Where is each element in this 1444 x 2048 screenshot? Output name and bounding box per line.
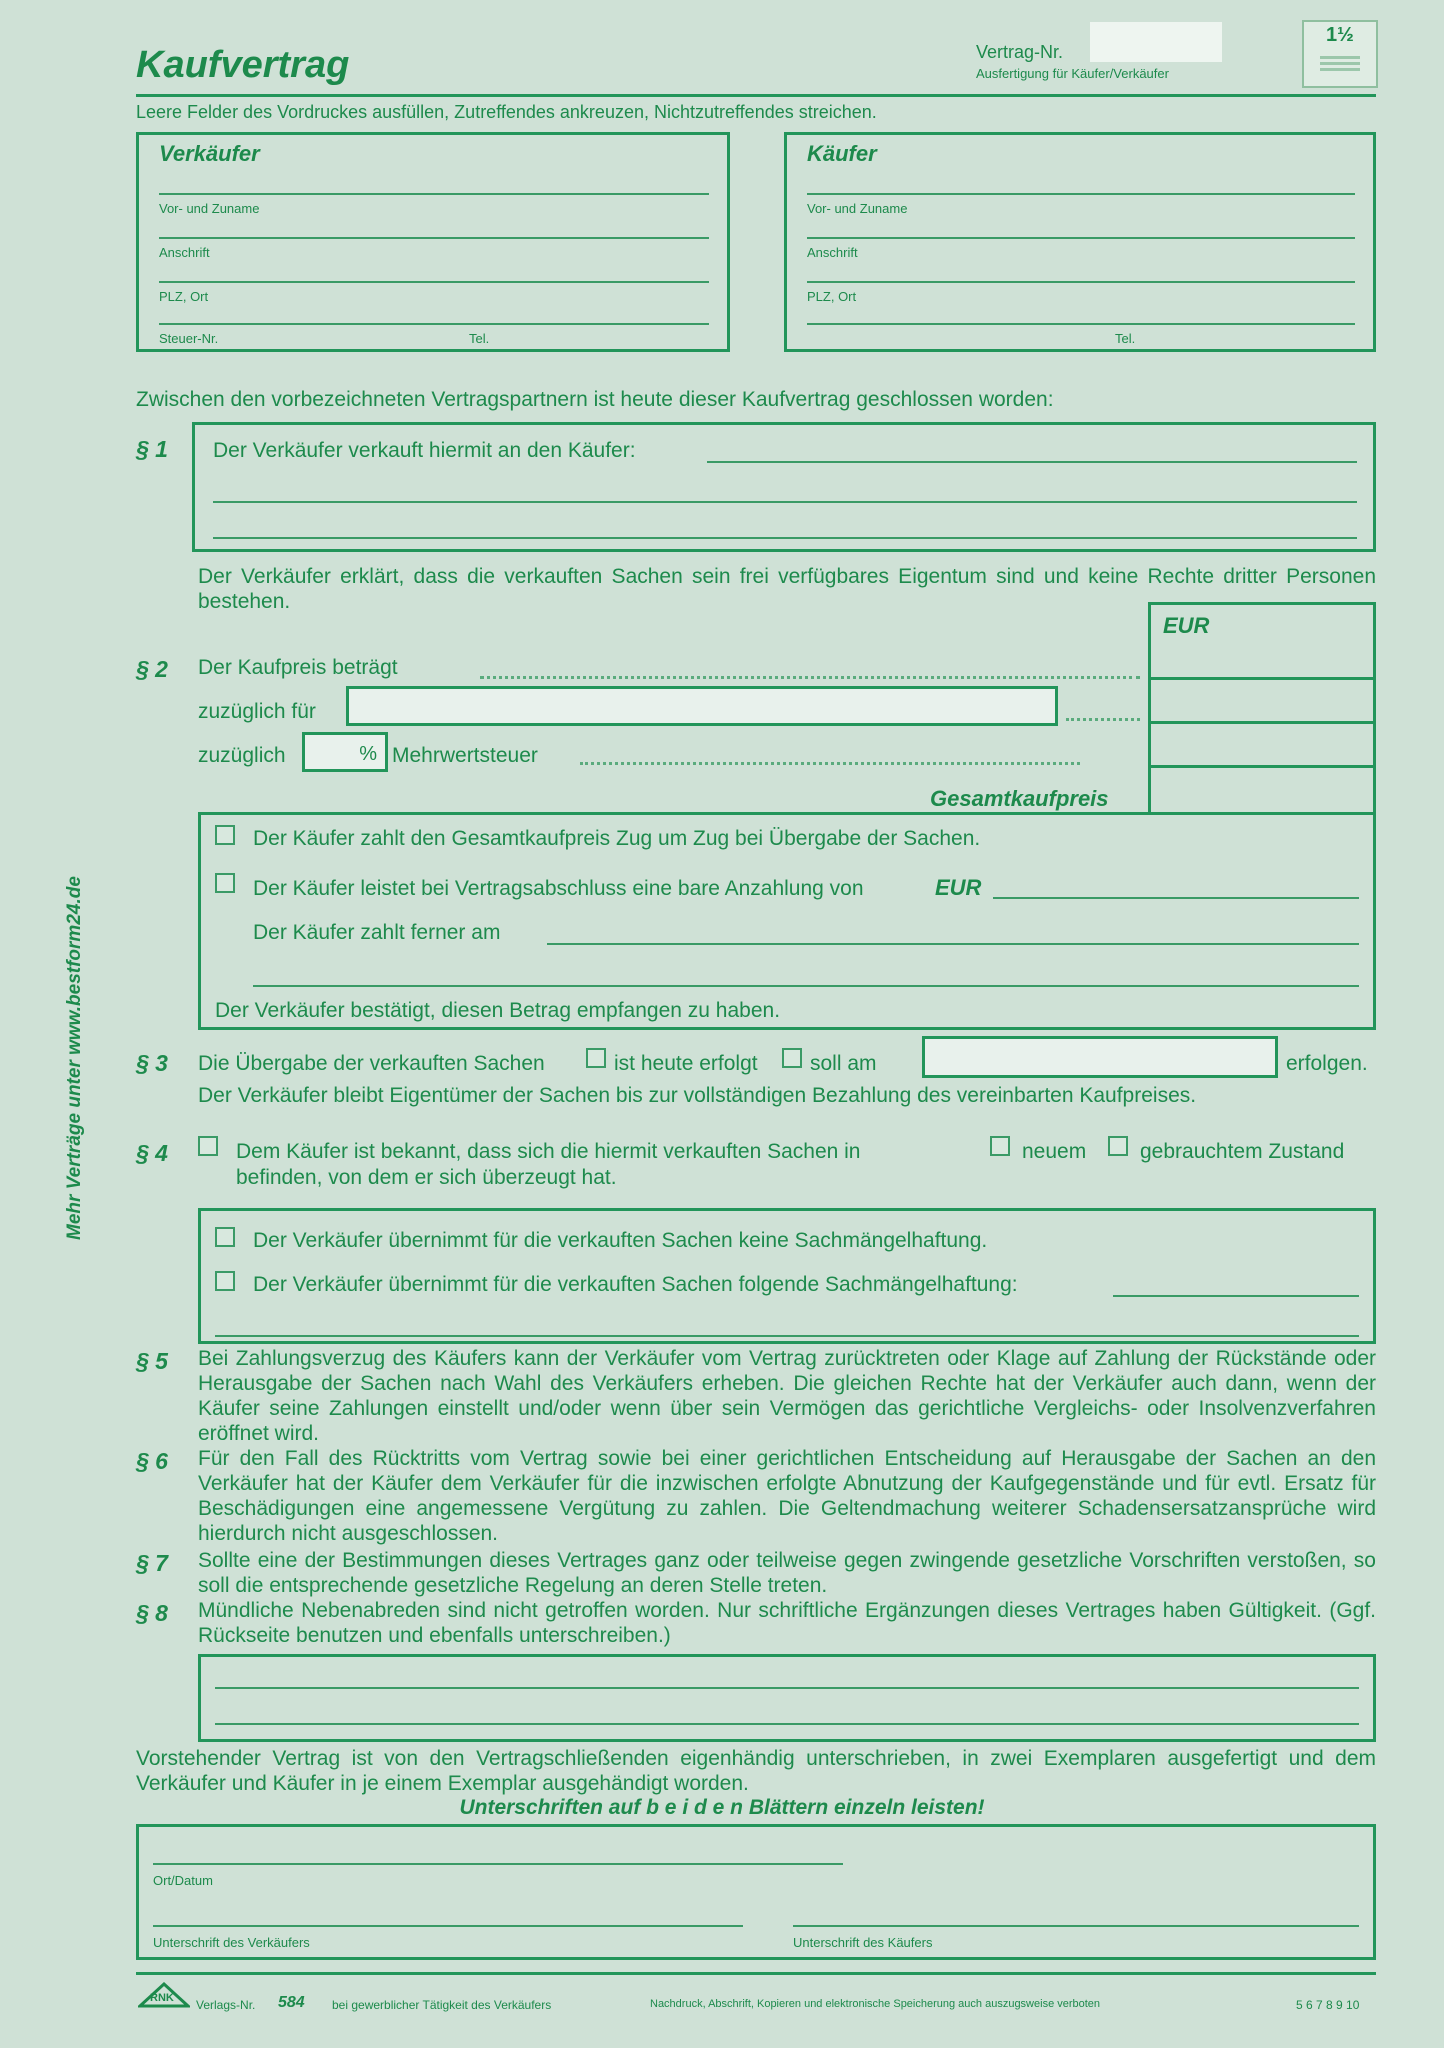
s5-number: § 5 xyxy=(136,1348,168,1374)
s2-further-line-2[interactable] xyxy=(253,985,1359,987)
footer-form-label: Verlags-Nr. xyxy=(196,1998,256,2012)
s2-plus-for: zuzüglich für xyxy=(198,700,316,723)
footer-code: 5 6 7 8 9 10 xyxy=(1296,1998,1360,2012)
footer-rights: Nachdruck, Abschrift, Kopieren und elektronische Speicherung auch auszugsweise verboten xyxy=(650,1998,1101,2010)
eur-row-line-3 xyxy=(1151,765,1375,768)
buyer-signature-line[interactable] xyxy=(793,1925,1359,1927)
footer-form-no: 584 xyxy=(278,1994,305,2011)
s2-total-label: Gesamtkaufpreis xyxy=(930,786,1109,811)
place-date-line[interactable] xyxy=(153,1863,843,1865)
s3-date-field[interactable] xyxy=(922,1036,1278,1078)
s1-box xyxy=(192,422,1376,552)
eur-label: EUR xyxy=(1163,613,1210,638)
s3-part3: soll am xyxy=(810,1052,877,1075)
s2-opt2-checkbox[interactable] xyxy=(215,873,235,893)
buyer-name-label: Vor- und Zuname xyxy=(807,201,908,216)
s2-number: § 2 xyxy=(136,656,168,682)
form-badge xyxy=(1302,20,1378,88)
s4-liability-line-1[interactable] xyxy=(1113,1295,1359,1297)
seller-zip-label: PLZ, Ort xyxy=(159,289,209,304)
s8-line-2[interactable] xyxy=(215,1723,1359,1725)
header-rule xyxy=(136,94,1376,97)
s4-liability-line-2[interactable] xyxy=(215,1335,1359,1337)
s3-part2: ist heute erfolgt xyxy=(614,1052,758,1075)
s6-number: § 6 xyxy=(136,1448,168,1474)
eur-column xyxy=(1148,602,1376,812)
s4-part1: Dem Käufer ist bekannt, dass sich die hiermit verkauften Sachen in xyxy=(236,1140,861,1163)
s3-number: § 3 xyxy=(136,1050,168,1076)
s2-opt1-text: Der Käufer zahlt den Gesamtkaufpreis Zug um Zug bei Übergabe der Sachen. xyxy=(253,827,981,850)
s4-new-checkbox[interactable] xyxy=(990,1136,1010,1156)
s8-text: Mündliche Nebenabreden sind nicht getroffen worden. Nur schriftliche Ergänzungen dieses Vertrages haben Gültigkeit. (Ggf. Rückseite benutzen und ebenfalls unterschreiben.) xyxy=(198,1599,1376,1647)
seller-line-3 xyxy=(159,281,709,283)
seller-address-label: Anschrift xyxy=(159,245,210,260)
s4-number: § 4 xyxy=(136,1140,168,1166)
s4-part3: gebrauchtem Zustand xyxy=(1140,1140,1345,1163)
vat-percent-field[interactable] xyxy=(302,732,388,772)
s7-number: § 7 xyxy=(136,1550,168,1576)
badge-stripes xyxy=(1320,56,1360,74)
s2-opt1-checkbox[interactable] xyxy=(215,825,235,845)
s2-confirm-text: Der Verkäufer bestätigt, diesen Betrag empfangen zu haben. xyxy=(215,999,781,1022)
seller-box xyxy=(136,132,730,352)
s4-line2: befinden, von dem er sich überzeugt hat. xyxy=(236,1166,617,1189)
s2-opt2-text: Der Käufer leistet bei Vertragsabschluss eine bare Anzahlung von xyxy=(253,877,864,900)
buyer-line-2 xyxy=(807,237,1355,239)
s4-opt2-checkbox[interactable] xyxy=(215,1271,235,1291)
vat-percent-sign: % xyxy=(359,743,377,765)
copy-note: Ausfertigung für Käufer/Verkäufer xyxy=(976,66,1169,81)
s1-line-1[interactable] xyxy=(707,461,1357,463)
s3-part4: erfolgen. xyxy=(1286,1052,1368,1075)
s2-vat-dots xyxy=(580,762,1080,765)
s2-opt2-currency: EUR xyxy=(935,875,982,900)
eur-row-line-1 xyxy=(1151,677,1375,680)
seller-tax-label: Steuer-Nr. xyxy=(159,331,219,346)
buyer-address-label: Anschrift xyxy=(807,245,858,260)
s8-notes-box xyxy=(198,1654,1376,1742)
seller-title: Verkäufer xyxy=(159,141,260,166)
s4-part2: neuem xyxy=(1022,1140,1087,1163)
seller-signature-line[interactable] xyxy=(153,1925,743,1927)
seller-line-4 xyxy=(159,323,709,325)
s4-opt2-text: Der Verkäufer übernimmt für die verkauften Sachen folgende Sachmängelhaftung: xyxy=(253,1273,1018,1296)
publisher-logo-text: RNK xyxy=(150,1992,174,2004)
s8-number: § 8 xyxy=(136,1600,168,1626)
page-title: Kaufvertrag xyxy=(136,44,350,86)
buyer-line-4 xyxy=(807,323,1355,325)
intro-text: Zwischen den vorbezeichneten Vertragspartnern ist heute dieser Kaufvertrag geschlossen worden: xyxy=(136,388,1054,411)
seller-signature-label: Unterschrift des Verkäufers xyxy=(153,1935,310,1950)
s7-text: Sollte eine der Bestimmungen dieses Vertrages ganz oder teilweise gegen zwingende gesetzliche Vorschriften verstoßen, so soll die entsprechende gesetzliche Regelung an deren Stelle treten. xyxy=(198,1549,1376,1597)
contract-no-field[interactable] xyxy=(1090,22,1222,62)
seller-line-1 xyxy=(159,193,709,195)
s1-line-3[interactable] xyxy=(213,537,1357,539)
s3-part1: Die Übergabe der verkauften Sachen xyxy=(198,1052,545,1075)
sidebar-url-text: Mehr Verträge unter www.bestform24.de xyxy=(64,876,85,1240)
buyer-title: Käufer xyxy=(807,141,877,166)
s2-plus-for-field[interactable] xyxy=(346,686,1058,726)
buyer-zip-label: PLZ, Ort xyxy=(807,289,857,304)
s3-today-checkbox[interactable] xyxy=(586,1048,606,1068)
s8-line-1[interactable] xyxy=(215,1687,1359,1689)
s1-note: Der Verkäufer erklärt, dass die verkauften Sachen sein frei verfügbares Eigentum sind und keine Rechte dritter Personen bestehen. xyxy=(198,565,1376,613)
place-date-label: Ort/Datum xyxy=(153,1873,213,1888)
s2-plus-for-dots xyxy=(1066,718,1140,721)
s2-vat-label: Mehrwertsteuer xyxy=(392,744,538,767)
publisher-logo xyxy=(138,1982,190,2008)
s2-price-label: Der Kaufpreis beträgt xyxy=(198,656,398,679)
signature-note: Unterschriften auf b e i d e n Blättern einzeln leisten! xyxy=(459,1796,985,1819)
closing-text: Vorstehender Vertrag ist von den Vertragschließenden eigenhändig unterschrieben, in zwei Exemplaren ausgefertigt und dem Verkäufer und Käufer in je einem Exemplar ausgehändigt worden. xyxy=(136,1747,1376,1795)
seller-name-label: Vor- und Zuname xyxy=(159,201,260,216)
s1-line-2[interactable] xyxy=(213,501,1357,503)
footer-rule xyxy=(136,1972,1376,1975)
s4-known-checkbox[interactable] xyxy=(198,1136,218,1156)
s2-price-dots xyxy=(480,676,1140,679)
s2-deposit-line[interactable] xyxy=(993,897,1359,899)
s4-opt1-checkbox[interactable] xyxy=(215,1227,235,1247)
buyer-box xyxy=(784,132,1376,352)
eur-row-line-2 xyxy=(1151,721,1375,724)
s2-further-line[interactable] xyxy=(547,943,1359,945)
buyer-phone-label: Tel. xyxy=(1115,331,1136,346)
buyer-line-3 xyxy=(807,281,1355,283)
seller-phone-label: Tel. xyxy=(469,331,490,346)
footer-activity: bei gewerblicher Tätigkeit des Verkäufers xyxy=(332,1998,552,2012)
s6-text: Für den Fall des Rücktritts vom Vertrag sowie bei einer gerichtlichen Entscheidung auf Herausgabe der Sachen an den Verkäufer hat der Käufer dem Verkäufer für die inzwischen erfolgte Abnutzung der Kaufgegenstände und für evtl. Ersatz für Beschädigungen eine angemessene Vergütung zu zahlen. Die Geltendmachung weiterer Schadensersatzansprüche wird hierdurch nicht ausgeschlossen. xyxy=(198,1447,1376,1545)
s3-later-checkbox[interactable] xyxy=(782,1048,802,1068)
s4-opt1-text: Der Verkäufer übernimmt für die verkauften Sachen keine Sachmängelhaftung. xyxy=(253,1229,988,1252)
s2-payment-box xyxy=(198,812,1376,1030)
s5-text: Bei Zahlungsverzug des Käufers kann der Verkäufer vom Vertrag zurücktreten oder Klage auf Zahlung der Rückstände oder Herausgabe der Sachen nach Wahl des Verkäufers erheben. Die gleichen Rechte hat der Verkäufer auch dann, wenn der Käufer seine Zahlungen einstellt und/oder wenn über sein Vermögen das gerichtliche Vergleichs- oder Insolvenzverfahren eröffnet wird. xyxy=(198,1347,1376,1445)
s2-further-text: Der Käufer zahlt ferner am xyxy=(253,921,501,944)
s1-number: § 1 xyxy=(136,436,168,462)
instructions: Leere Felder des Vordruckes ausfüllen, Zutreffendes ankreuzen, Nichtzutreffendes streichen. xyxy=(136,102,877,122)
s1-text: Der Verkäufer verkauft hiermit an den Käufer: xyxy=(213,439,636,462)
buyer-line-1 xyxy=(807,193,1355,195)
s3-line2: Der Verkäufer bleibt Eigentümer der Sachen bis zur vollständigen Bezahlung des vereinbarten Kaufpreises. xyxy=(198,1084,1197,1107)
seller-line-2 xyxy=(159,237,709,239)
contract-no-label: Vertrag-Nr. xyxy=(976,42,1064,62)
s4-liability-box xyxy=(198,1208,1376,1344)
s2-plus: zuzüglich xyxy=(198,744,286,767)
buyer-signature-label: Unterschrift des Käufers xyxy=(793,1935,933,1950)
badge-label: 1½ xyxy=(1326,24,1354,46)
signature-box xyxy=(136,1824,1376,1960)
s4-used-checkbox[interactable] xyxy=(1108,1136,1128,1156)
